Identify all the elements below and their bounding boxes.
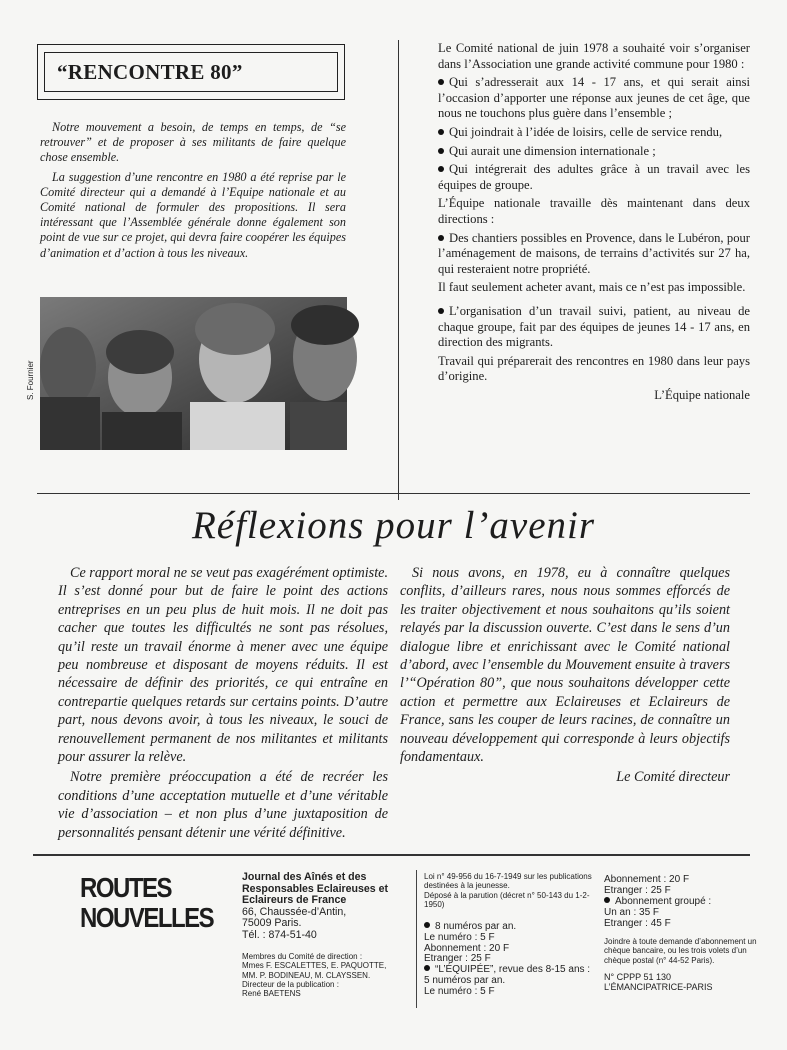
depot-text: Déposé à la parution (décret n° 50-143 du 1-2-1950) (424, 890, 590, 909)
bullet-text: Qui s’adresserait aux 14 - 17 ans, et qui serait ainsi l’occasion d’apporter une réponse aux jeunes de cet âge, que nous ne touchons plus guère dans l’ensemble ; (438, 75, 750, 121)
abon-group-line: Abonnement groupé : (604, 896, 764, 907)
abon-line: Un an : 35 F (604, 907, 660, 918)
director-label: Directeur de la publication : (242, 979, 339, 989)
members-line: MM. P. BODINEAU, M. CLAYSSEN. (242, 970, 371, 980)
loi-text: Loi n° 49-956 du 16-7-1949 sur les publications destinées à la jeunesse. (424, 872, 592, 891)
footer-divider (33, 854, 750, 856)
right-intro: Le Comité national de juin 1978 a souhaité voir s’organiser dans l’Association une grande activité commune pour 1980 : (438, 41, 750, 71)
reflexions-paragraph: Si nous avons, en 1978, eu à connaître quelques conflits, d’ailleurs rares, nous nous sommes efforcés de les traiter objectivement et nous souhaitons qu’ils soient relayés par la discussion ouverte. C’est dans le sens d’un dialogue libre et enrichissant avec le Comité national d’abord, avec l’ensemble du Mouvement ensuite à travers l’“Opération 80”, que nous souhaitons développer cette action et permettre aux Eclaireuses et Eclaireurs de France, sans les couper de leurs racines, de connaître un nouveau développement qui corresponde à leurs objectifs fondamentaux. (400, 565, 730, 766)
logo-line: ROUTES (80, 872, 172, 904)
bullet-icon (424, 965, 430, 971)
bullet-icon (604, 897, 610, 903)
members-info (242, 952, 414, 998)
cppp-info (604, 972, 764, 992)
director-name: René BAETENS (242, 989, 301, 999)
members-label: Membres du Comité de direction : (242, 952, 363, 961)
signature-comite: Le Comité directeur (616, 769, 730, 786)
group-photo (40, 297, 347, 450)
bullet-item (438, 162, 750, 193)
equipee-price: Le numéro : 5 F (424, 985, 495, 997)
bullet-icon (438, 79, 444, 85)
rencontre-title: “RENCONTRE 80” (44, 52, 338, 92)
intro-paragraph: Notre mouvement a besoin, de temps en temps, de “se retrouver” et de proposer à ses militants de faire quelque chose ensemble. (40, 120, 346, 165)
abon-line: Abonnement : 20 F (604, 874, 690, 885)
reflexions-paragraph: Ce rapport moral ne se veut pas exagérément optimiste. Il s’est donné pour but de faire le point des actions entreprises en un peu plus de huit mois. Il ne doit pas cacher que toutes les difficultés ne sont pas résolues, qu’il reste un travail énorme à mener avec une équipe peu nombreuse et disposant de moyens réduits. Il est nécessaire de définir des priorités, ce qui entraîne en contrepartie quelques retards sur certains points. D’autre part, nous devons avoir, à tous les niveaux, le souci de renouvellement permanent de nos militantes et militants pour assurer la relève. (58, 565, 388, 766)
tarif-line: Etranger : 25 F (424, 953, 491, 965)
right-para: Travail qui préparerait des rencontres en 1980 dans leur pays d’origine. (438, 353, 750, 384)
routes-nouvelles-logo (80, 874, 212, 934)
bullet-icon (424, 922, 430, 928)
joindre-text: Joindre à toute demande d’abonnement un chèque bancaire, ou les trois volets d’un chèque postal (n° 44-52 Paris). (604, 937, 757, 965)
reflexions-column-2 (400, 564, 730, 789)
journal-info (242, 872, 412, 941)
bullet-item (438, 125, 750, 141)
footer-column-divider (416, 870, 417, 1008)
photo-credit: S. Fournier (26, 360, 35, 400)
logo-line: NOUVELLES (80, 902, 214, 934)
right-para: L’Équipe nationale travaille dès maintenant dans deux directions : (438, 196, 750, 226)
tarif-line: Abonnement : 20 F (424, 942, 510, 954)
bullet-item (438, 231, 750, 278)
reflexions-column-1 (58, 564, 388, 841)
journal-title: Journal des Aînés et des Responsables Eclaireuses et Eclaireurs de France (242, 871, 389, 906)
bullet-icon (438, 129, 444, 135)
intro-paragraph: La suggestion d’une rencontre en 1980 a été reprise par le Comité directeur qui a demandé à l’Equipe nationale et au Comité national de formuler des propositions. Il sera intéressant que l’Assemblée générale donne également son point de vue sur ce projet, qui devra faire coopérer les équipes d’animation et d’action à tous les niveaux. (40, 169, 346, 260)
tarif-line: 8 numéros par an. (424, 922, 594, 933)
bullet-text: Qui joindrait à l’idée de loisirs, celle de service rendu, (449, 124, 723, 139)
imprimeur-name: L’ÉMANCIPATRICE-PARIS (604, 982, 713, 992)
reflexions-title: Réflexions pour l’avenir (191, 504, 596, 547)
reflexions-paragraph: Notre première préoccupation a été de recréer les conditions d’une acceptation mutuelle et d’une véritable vie d’association – et non plus d’une juxtaposition de personnalités pensant détenir une vérité définitive. (58, 769, 388, 841)
bullet-icon (438, 166, 444, 172)
right-column (438, 41, 750, 406)
tarif-line: Le numéro : 5 F (424, 931, 495, 943)
tarif-info (424, 922, 594, 998)
photo-image (40, 297, 347, 450)
address-line: 75009 Paris. (242, 917, 302, 929)
abonnement-info (604, 874, 764, 929)
intro-text (40, 120, 346, 265)
members-line: Mmes F. ESCALETTES, E. PAQUOTTE, (242, 961, 387, 971)
bullet-item (438, 144, 750, 160)
bullet-icon (438, 148, 444, 154)
bullet-text: L’organisation d’un travail suivi, patient, au niveau de chaque groupe, fait par des équipes de jeunes 14 - 17 ans, en direction des migrants. (438, 303, 750, 350)
cppp-number: N° CPPP 51 130 (604, 972, 671, 982)
legal-info (424, 872, 594, 909)
section-divider (37, 493, 750, 494)
bullet-item (438, 75, 750, 122)
bullet-text: Qui intégrerait des adultes grâce à un travail avec les équipes de groupe. (438, 162, 750, 192)
bullet-text: Qui aurait une dimension internationale ; (449, 143, 656, 158)
right-para: Il faut seulement acheter avant, mais ce n’est pas impossible. (438, 280, 746, 295)
phone-line: Tél. : 874-51-40 (242, 928, 317, 941)
signature-equipe: L’Équipe nationale (654, 387, 750, 402)
bullet-item (438, 304, 750, 351)
bullet-text: Des chantiers possibles en Provence, dans le Lubéron, pour l’aménagement de maisons, de terrains d’activités sur 27 ha, qui resteraient notre propriété. (438, 230, 750, 276)
bullet-icon (438, 235, 444, 241)
address-line: 66, Chaussée-d’Antin, (242, 905, 347, 918)
equipee-line: “L’ÉQUIPÉE”, revue des 8-15 ans : 5 numéros par an. (424, 964, 591, 986)
bullet-icon (438, 308, 444, 314)
abon-line: Etranger : 25 F (604, 885, 671, 896)
column-divider (398, 40, 399, 500)
abon-line: Etranger : 45 F (604, 918, 671, 929)
